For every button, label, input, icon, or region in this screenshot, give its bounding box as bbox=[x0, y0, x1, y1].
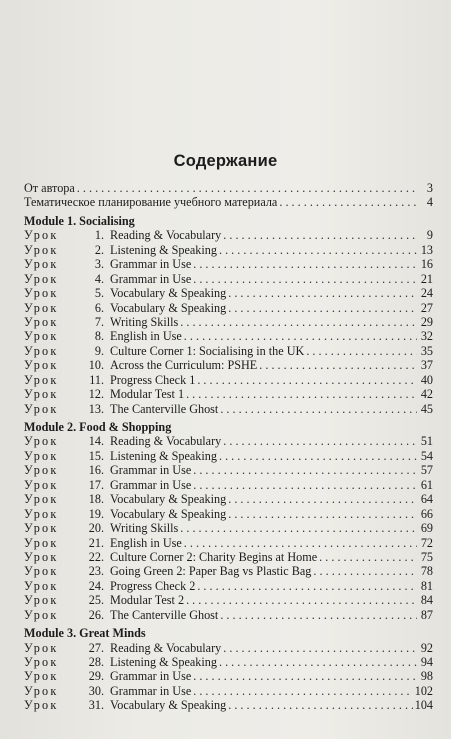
lesson-word: Урок bbox=[24, 286, 59, 301]
leader-dots bbox=[223, 641, 417, 655]
lesson-title: Modular Test 2 bbox=[110, 593, 185, 608]
leader-dots bbox=[223, 434, 417, 448]
lesson-word: Урок bbox=[24, 683, 59, 698]
toc-row-lesson bbox=[24, 521, 433, 535]
toc-page-number: 13 bbox=[420, 242, 433, 257]
lesson-number: 25. bbox=[88, 593, 104, 608]
lesson-word: Урок bbox=[24, 564, 59, 579]
leader-dots bbox=[319, 550, 417, 564]
lesson-title: Culture Corner 2: Charity Begins at Home bbox=[110, 549, 318, 564]
lesson-title: Vocabulary & Speaking bbox=[110, 492, 227, 507]
toc-row-lesson bbox=[24, 698, 433, 712]
lesson-word: Урок bbox=[24, 448, 59, 463]
toc-page-number: 98 bbox=[420, 669, 433, 684]
module-heading: Module 1. Socialising bbox=[24, 213, 135, 228]
lesson-word: Урок bbox=[24, 698, 59, 713]
leader-dots bbox=[197, 373, 417, 387]
lesson-word: Урок bbox=[24, 640, 59, 655]
module-heading: Module 3. Great Minds bbox=[24, 626, 146, 641]
toc-page-number: 27 bbox=[420, 300, 433, 315]
toc-page-number: 104 bbox=[414, 698, 433, 713]
lesson-number: 23. bbox=[88, 564, 104, 579]
lesson-number: 10. bbox=[88, 358, 104, 373]
lesson-word: Урок bbox=[24, 463, 59, 478]
lesson-number: 21. bbox=[88, 535, 104, 550]
lesson-word: Урок bbox=[24, 372, 59, 387]
lesson-title: Across the Curriculum: PSHE bbox=[110, 358, 258, 373]
lesson-number: 19. bbox=[88, 506, 104, 521]
leader-dots bbox=[180, 521, 417, 535]
toc-entry-label: От автора bbox=[24, 181, 75, 195]
lesson-word: Урок bbox=[24, 343, 59, 358]
toc-page-number: 29 bbox=[420, 314, 433, 329]
toc-row-intro bbox=[24, 181, 433, 195]
lesson-number: 24. bbox=[88, 578, 104, 593]
toc-row-lesson bbox=[24, 463, 433, 477]
lesson-title: Vocabulary & Speaking bbox=[110, 300, 227, 315]
toc-row-lesson bbox=[24, 358, 433, 372]
lesson-number: 8. bbox=[94, 329, 104, 344]
lesson-title: Grammar in Use bbox=[110, 271, 192, 286]
toc-row-lesson bbox=[24, 593, 433, 607]
toc-page-number: 40 bbox=[420, 372, 433, 387]
toc-page-number: 24 bbox=[420, 286, 433, 301]
lesson-title: Culture Corner 1: Socialising in the UK bbox=[110, 343, 305, 358]
toc-row-lesson bbox=[24, 257, 433, 271]
lesson-title: Modular Test 1 bbox=[110, 387, 185, 402]
lesson-title: Grammar in Use bbox=[110, 669, 192, 684]
toc-page-number: 51 bbox=[420, 434, 433, 449]
toc-row-lesson bbox=[24, 434, 433, 448]
lesson-title: Grammar in Use bbox=[110, 257, 192, 272]
lesson-word: Урок bbox=[24, 593, 59, 608]
lesson-word: Урок bbox=[24, 477, 59, 492]
leader-dots bbox=[219, 655, 417, 669]
leader-dots bbox=[197, 579, 417, 593]
toc-page-number: 32 bbox=[420, 329, 433, 344]
leader-dots bbox=[313, 564, 417, 578]
toc-row-lesson bbox=[24, 301, 433, 315]
leader-dots bbox=[219, 449, 417, 463]
toc-row-lesson bbox=[24, 272, 433, 286]
lesson-word: Урок bbox=[24, 521, 59, 536]
toc-page-number: 69 bbox=[420, 521, 433, 536]
leader-dots bbox=[279, 195, 417, 209]
leader-dots bbox=[193, 272, 417, 286]
toc-page-number: 84 bbox=[420, 593, 433, 608]
toc-row-lesson bbox=[24, 536, 433, 550]
modules-list bbox=[24, 214, 433, 713]
toc-page-number: 35 bbox=[420, 343, 433, 358]
toc-row-lesson bbox=[24, 449, 433, 463]
toc-row-lesson bbox=[24, 243, 433, 257]
toc-page-number: 64 bbox=[420, 492, 433, 507]
toc-page-number: 87 bbox=[420, 607, 433, 622]
lesson-word: Урок bbox=[24, 271, 59, 286]
lesson-number: 20. bbox=[88, 521, 104, 536]
leader-dots bbox=[77, 181, 417, 195]
lesson-word: Урок bbox=[24, 434, 59, 449]
lesson-word: Урок bbox=[24, 257, 59, 272]
leader-dots bbox=[193, 478, 417, 492]
lesson-number: 22. bbox=[88, 549, 104, 564]
leader-dots bbox=[228, 301, 417, 315]
toc-row-lesson bbox=[24, 641, 433, 655]
toc-page-number: 78 bbox=[420, 564, 433, 579]
leader-dots bbox=[220, 402, 417, 416]
leader-dots bbox=[306, 344, 417, 358]
toc-page-number: 81 bbox=[420, 578, 433, 593]
leader-dots bbox=[223, 228, 417, 242]
lesson-word: Урок bbox=[24, 401, 59, 416]
lesson-number: 5. bbox=[94, 286, 104, 301]
toc-row-lesson bbox=[24, 286, 433, 300]
toc-row-intro bbox=[24, 195, 433, 209]
lesson-number: 9. bbox=[94, 343, 104, 358]
lesson-number: 26. bbox=[88, 607, 104, 622]
lesson-number: 30. bbox=[88, 683, 104, 698]
leader-dots bbox=[193, 463, 417, 477]
toc-row-lesson bbox=[24, 655, 433, 669]
lesson-title: English in Use bbox=[110, 535, 182, 550]
leader-dots bbox=[220, 608, 417, 622]
lesson-number: 7. bbox=[94, 314, 104, 329]
lesson-title: The Canterville Ghost bbox=[110, 401, 219, 416]
toc-row-lesson bbox=[24, 608, 433, 622]
toc-page-number: 54 bbox=[420, 448, 433, 463]
lesson-number: 31. bbox=[88, 698, 104, 713]
toc-row-lesson bbox=[24, 478, 433, 492]
leader-dots bbox=[228, 507, 417, 521]
toc-row-lesson bbox=[24, 228, 433, 242]
lesson-word: Урок bbox=[24, 228, 59, 243]
lesson-word: Урок bbox=[24, 358, 59, 373]
lesson-number: 6. bbox=[94, 300, 104, 315]
lesson-number: 1. bbox=[94, 228, 104, 243]
lesson-word: Урок bbox=[24, 535, 59, 550]
lesson-number: 28. bbox=[88, 655, 104, 669]
lesson-title: Vocabulary & Speaking bbox=[110, 698, 227, 713]
toc-page-number: 72 bbox=[420, 535, 433, 550]
toc-page-number: 102 bbox=[414, 683, 433, 698]
toc-row-lesson bbox=[24, 387, 433, 401]
leader-dots bbox=[193, 684, 412, 698]
lesson-number: 3. bbox=[94, 257, 104, 272]
table-of-contents bbox=[24, 181, 433, 713]
toc-row-lesson bbox=[24, 402, 433, 416]
leader-dots bbox=[259, 358, 417, 372]
toc-page-number: 42 bbox=[420, 387, 433, 402]
lesson-title: Grammar in Use bbox=[110, 683, 192, 698]
leader-dots bbox=[184, 536, 417, 550]
lesson-number: 4. bbox=[94, 271, 104, 286]
lesson-word: Урок bbox=[24, 607, 59, 622]
lesson-title: Listening & Speaking bbox=[110, 242, 217, 257]
toc-page-number: 9 bbox=[426, 228, 433, 243]
lesson-number: 2. bbox=[94, 242, 104, 257]
lesson-number: 29. bbox=[88, 669, 104, 684]
toc-row-lesson bbox=[24, 669, 433, 683]
toc-row-lesson bbox=[24, 373, 433, 387]
toc-page-number: 16 bbox=[420, 257, 433, 272]
toc-page-number: 21 bbox=[420, 271, 433, 286]
lesson-title: Reading & Vocabulary bbox=[110, 434, 222, 449]
lesson-title: Grammar in Use bbox=[110, 477, 192, 492]
toc-page-number: 66 bbox=[420, 506, 433, 521]
lesson-title: Vocabulary & Speaking bbox=[110, 506, 227, 521]
toc-page-number: 92 bbox=[420, 640, 433, 655]
lesson-title: Vocabulary & Speaking bbox=[110, 286, 227, 301]
toc-row-lesson bbox=[24, 550, 433, 564]
leader-dots bbox=[186, 387, 417, 401]
toc-row-lesson bbox=[24, 329, 433, 343]
lesson-word: Урок bbox=[24, 242, 59, 257]
lesson-word: Урок bbox=[24, 329, 59, 344]
toc-row-lesson bbox=[24, 344, 433, 358]
leader-dots bbox=[193, 257, 417, 271]
lesson-title: Reading & Vocabulary bbox=[110, 640, 222, 655]
toc-row-lesson bbox=[24, 492, 433, 506]
lesson-word: Урок bbox=[24, 549, 59, 564]
lesson-number: 27. bbox=[88, 640, 104, 655]
lesson-number: 16. bbox=[88, 463, 104, 478]
page-title: Содержание bbox=[173, 152, 278, 170]
toc-row-lesson bbox=[24, 684, 433, 698]
lesson-word: Урок bbox=[24, 655, 59, 669]
toc-page-number: 75 bbox=[420, 549, 433, 564]
leader-dots bbox=[180, 315, 417, 329]
toc-row-lesson bbox=[24, 507, 433, 521]
toc-page-number: 45 bbox=[420, 401, 433, 416]
lesson-number: 15. bbox=[88, 448, 104, 463]
leader-dots bbox=[193, 669, 417, 683]
leader-dots bbox=[228, 286, 417, 300]
lesson-title: Writing Skills bbox=[110, 314, 179, 329]
toc-page-number: 3 bbox=[426, 181, 433, 195]
lesson-word: Урок bbox=[24, 300, 59, 315]
lesson-word: Урок bbox=[24, 578, 59, 593]
leader-dots bbox=[219, 243, 417, 257]
toc-page-number: 4 bbox=[426, 195, 433, 210]
lesson-word: Урок bbox=[24, 387, 59, 402]
leader-dots bbox=[186, 593, 417, 607]
lesson-title: Going Green 2: Paper Bag vs Plastic Bag bbox=[110, 564, 312, 579]
lesson-number: 13. bbox=[88, 401, 104, 416]
lesson-title: Writing Skills bbox=[110, 521, 179, 536]
leader-dots bbox=[228, 492, 417, 506]
lesson-word: Урок bbox=[24, 492, 59, 507]
leader-dots bbox=[228, 698, 413, 712]
toc-row-lesson bbox=[24, 315, 433, 329]
lesson-title: Progress Check 1 bbox=[110, 372, 196, 387]
lesson-number: 17. bbox=[88, 477, 104, 492]
lesson-title: Grammar in Use bbox=[110, 463, 192, 478]
lesson-word: Урок bbox=[24, 669, 59, 684]
leader-dots bbox=[184, 329, 417, 343]
module-heading: Module 2. Food & Shopping bbox=[24, 420, 172, 434]
toc-page-number: 57 bbox=[420, 463, 433, 478]
toc-page-number: 94 bbox=[420, 655, 433, 669]
lesson-title: The Canterville Ghost bbox=[110, 607, 219, 622]
toc-page-number: 61 bbox=[420, 477, 433, 492]
toc-row-lesson bbox=[24, 579, 433, 593]
lesson-title: Reading & Vocabulary bbox=[110, 228, 222, 243]
lesson-title: English in Use bbox=[110, 329, 182, 344]
lesson-word: Урок bbox=[24, 314, 59, 329]
toc-entry-label: Тематическое планирование учебного материала bbox=[24, 195, 278, 210]
lesson-number: 18. bbox=[88, 492, 104, 507]
lesson-number: 11. bbox=[89, 372, 104, 387]
lesson-title: Progress Check 2 bbox=[110, 578, 196, 593]
toc-page-number: 37 bbox=[420, 358, 433, 373]
lesson-number: 12. bbox=[88, 387, 104, 402]
toc-row-lesson bbox=[24, 564, 433, 578]
lesson-word: Урок bbox=[24, 506, 59, 521]
lesson-title: Listening & Speaking bbox=[110, 448, 217, 463]
lesson-number: 14. bbox=[88, 434, 104, 449]
lesson-title: Listening & Speaking bbox=[110, 655, 217, 669]
